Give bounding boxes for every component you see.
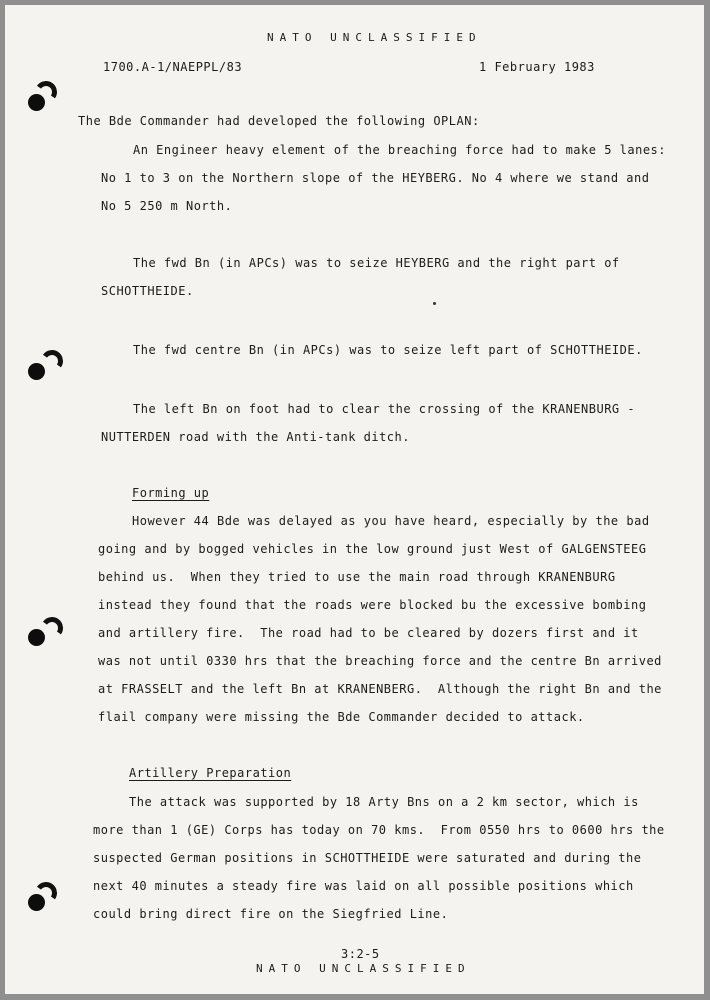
paragraph-line: suspected German positions in SCHOTTHEIDE were saturated and during the [93,851,642,865]
page-number: 3:2-5 [341,947,380,961]
section-heading-artillery-preparation: Artillery Preparation [129,766,292,780]
document-reference: 1700.A-1/NAEPPL/83 [103,60,243,74]
paragraph-line: next 40 minutes a steady fire was laid on all possible positions which [93,879,634,893]
footer-classification: NATO UNCLASSIFIED [256,962,471,975]
paragraph-line: was not until 0330 hrs that the breaching force and the centre Bn arrived [98,654,662,668]
paragraph-line: NUTTERDEN road with the Anti-tank ditch. [101,430,410,444]
intro-line: The Bde Commander had developed the following OPLAN: [78,114,480,128]
paragraph-line: at FRASSELT and the left Bn at KRANENBERG. Although the right Bn and the [98,682,662,696]
paragraph-line: The left Bn on foot had to clear the crossing of the KRANENBURG - [133,402,636,416]
paper-speck [433,302,436,305]
paragraph-line: The fwd Bn (in APCs) was to seize HEYBERG and the right part of [133,256,620,270]
paragraph-line: going and by bogged vehicles in the low ground just West of GALGENSTEEG [98,542,647,556]
section-heading-forming-up: Forming up [132,486,210,500]
header-classification: NATO UNCLASSIFIED [267,31,482,44]
paragraph-line: more than 1 (GE) Corps has today on 70 kms. From 0550 hrs to 0600 hrs the [93,823,665,837]
paragraph-line: instead they found that the roads were blocked bu the excessive bombing [98,598,647,612]
paragraph-line: No 5 250 m North. [101,199,233,213]
paragraph-line: and artillery fire. The road had to be cleared by dozers first and it [98,626,639,640]
document-page [5,5,704,994]
paragraph-line: The attack was supported by 18 Arty Bns on a 2 km sector, which is [129,795,639,809]
paragraph-line: No 1 to 3 on the Northern slope of the HEYBERG. No 4 where we stand and [101,171,650,185]
paragraph-line: An Engineer heavy element of the breaching force had to make 5 lanes: [133,143,666,157]
paragraph-line: flail company were missing the Bde Commander decided to attack. [98,710,585,724]
document-date: 1 February 1983 [479,60,595,74]
paragraph-line: behind us. When they tried to use the main road through KRANENBURG [98,570,616,584]
paragraph-line: SCHOTTHEIDE. [101,284,194,298]
paragraph-line: The fwd centre Bn (in APCs) was to seize left part of SCHOTTHEIDE. [133,343,643,357]
paragraph-line: could bring direct fire on the Siegfried Line. [93,907,449,921]
paragraph-line: However 44 Bde was delayed as you have heard, especially by the bad [132,514,650,528]
